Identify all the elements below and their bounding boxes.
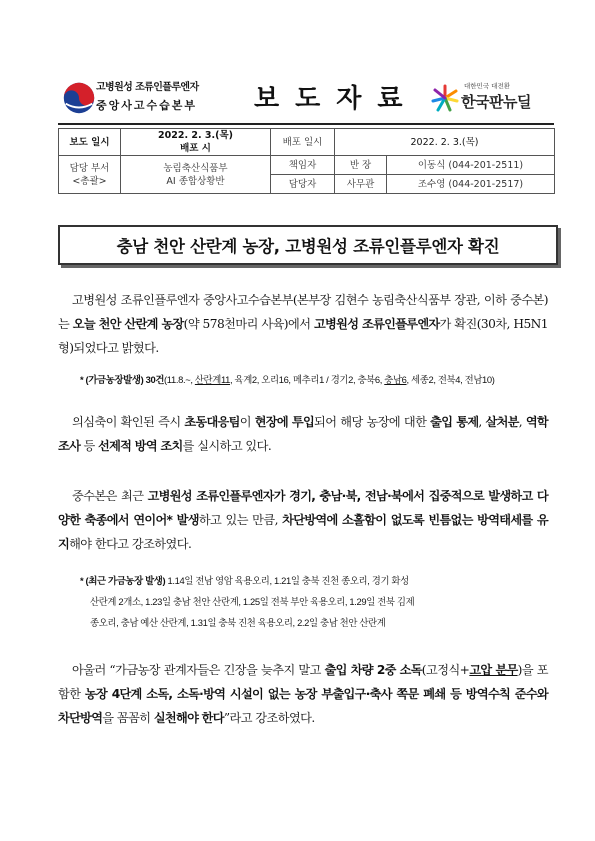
p4-bold-3: 농장 4단계 소독, 소독·방역 시설이 없는 농장 부출입구·축사 쪽문 폐쇄 등 방역수칙 준수와 차단방역 [58, 687, 548, 725]
header [58, 76, 554, 122]
p4-text-3: )을 포함한 [58, 663, 549, 701]
note1-pre: (11.8.~, [164, 374, 195, 385]
p2-bold-5: 역학조사 [58, 415, 548, 453]
headline: 충남 천안 산란계 농장, 고병원성 조류인플루엔자 확진 [116, 237, 500, 256]
new-deal-logo-icon [430, 83, 460, 113]
p4-text-5: ”라고 강조하였다. [223, 711, 315, 725]
release-value [121, 129, 271, 156]
brand-logo [430, 80, 554, 120]
note1-mid: , 육계2, 오리16, 메추리1 / 경기2, 충북6, [230, 374, 385, 385]
p2-bold-2: 현장에 투입 [254, 415, 315, 429]
release-label: 보도 일시 [59, 129, 121, 156]
p2-bold-1: 초동대응팀 [184, 415, 240, 429]
dept-row [59, 156, 555, 175]
p1-text-3: 가 확진(30차, H5N1형)되었다고 밝혔다. [58, 317, 548, 355]
p3-text-1: 중수본은 최근 [72, 489, 148, 503]
p3-text-2: 하고 있는 만큼, [198, 513, 283, 527]
note1-underline-2: 충남6 [384, 374, 407, 385]
p2-text-1: 의심축이 확인된 즉시 [72, 415, 185, 429]
contact-title: 사무관 [335, 175, 387, 194]
p3-bold-1: 고병원성 조류인플루엔자가 경기, 충남·북, 전남·북에서 집중적으로 발생하고 다양한 축종에서 연이어* 발생 [58, 489, 548, 527]
note2-text-1: 1.14일 전남 영암 육용오리, 1.21일 충북 진천 종오리, 경기 화성 [165, 575, 409, 586]
brand-name: 한국판뉴딜 [461, 93, 531, 111]
dept-label [59, 156, 121, 194]
header-divider [58, 123, 554, 125]
release-info-table [58, 128, 555, 194]
responsible-label: 책임자 [271, 156, 335, 175]
note2-line-2: 산란계 2개소, 1.23일 충남 천안 산란계, 1.25일 전북 부안 육용오리, 1.29일 전북 김제 [90, 596, 415, 607]
note1-post: , 세종2, 전북4, 전남10) [406, 374, 495, 385]
brand-tagline: 대한민국 대전환 [464, 82, 511, 90]
contact-label: 담당자 [271, 175, 335, 194]
paragraph-2 [58, 410, 548, 458]
p3-bold-2: 차단방역에 소홀함이 없도록 빈틈없는 방역태세를 유지 [58, 513, 549, 551]
release-date: 2022. 2. 3.(목) [158, 130, 233, 141]
note2-line-3: 종오리, 충남 예산 산란계, 1.31일 충북 진천 육용오리, 2.2일 충남 천안 산란계 [90, 617, 386, 628]
p2-text-5: , [518, 415, 526, 429]
taegeuk-emblem-icon [60, 79, 98, 117]
p4-bold-1: 출입 차량 2중 소독 [324, 663, 422, 677]
distribute-label: 배포 일시 [271, 129, 335, 156]
note2-line-1 [80, 570, 550, 591]
note1-label: * (가금농장발생) 30건 [80, 374, 165, 385]
p2-text-7: 를 실시하고 있다. [182, 439, 272, 453]
responsible-title: 반 장 [335, 156, 387, 175]
document-title: 보도자료 [254, 84, 419, 114]
p2-text-3: 되어 해당 농장에 대한 [314, 415, 431, 429]
p4-text-4: 을 꼼꼼히 [102, 711, 154, 725]
note-1 [80, 369, 550, 390]
p2-bold-6: 선제적 방역 조치 [98, 439, 183, 453]
p4-text-2: (고정식+ [421, 663, 470, 677]
contact-value: 조수영 (044-201-2517) [387, 175, 555, 194]
headline-box [58, 225, 558, 265]
organization-name [96, 79, 208, 115]
release-time: 배포 시 [180, 143, 211, 154]
paragraph-3 [58, 484, 548, 556]
organization-block [58, 76, 206, 122]
p2-bold-4: 살처분 [485, 415, 519, 429]
p2-text-2: 이 [239, 415, 255, 429]
paragraph-4 [58, 658, 548, 730]
responsible-value: 이동식 (044-201-2511) [387, 156, 555, 175]
org-line-1: 고병원성 조류인플루엔자 [96, 82, 199, 93]
p3-text-3: 해야 한다고 강조하였다. [69, 537, 192, 551]
p1-text-1: 고병원성 조류인플루엔자 중앙사고수습본부(본부장 김현수 농림축산식품부 장관, 이하 중수본)는 [58, 293, 548, 331]
release-row [59, 129, 555, 156]
distribute-value: 2022. 2. 3.(목) [335, 129, 555, 156]
p2-text-6: 등 [80, 439, 99, 453]
dept-value [121, 156, 271, 194]
dept-value-line1: 농림축산식품부 [163, 162, 228, 174]
note-2 [80, 570, 550, 633]
dept-value-line2: AI 종합상황반 [166, 175, 225, 187]
org-line-2: 중앙사고수습본부 [96, 99, 198, 112]
note2-label: * (최근 가금농장 발생) [80, 575, 166, 586]
p4-bold-4: 실천해야 한다 [153, 711, 224, 725]
dept-label-line1: 담당 부서 [69, 162, 110, 174]
paragraph-1 [58, 288, 548, 360]
dept-label-line2: <총괄> [72, 175, 107, 187]
p2-bold-3: 출입 통제 [430, 415, 479, 429]
p4-text-1: 아울러 “가금농장 관계자들은 긴장을 늦추지 말고 [72, 663, 325, 677]
p2-text-4: , [478, 415, 486, 429]
p1-text-2: (약 578천마리 사육)에서 [183, 317, 314, 331]
note1-underline-1: 산란계11 [194, 374, 230, 385]
p1-bold-1: 오늘 천안 산란계 농장 [72, 317, 184, 331]
p4-bold-2: 고압 분무 [469, 663, 518, 677]
p1-bold-2: 고병원성 조류인플루엔자 [313, 317, 440, 331]
